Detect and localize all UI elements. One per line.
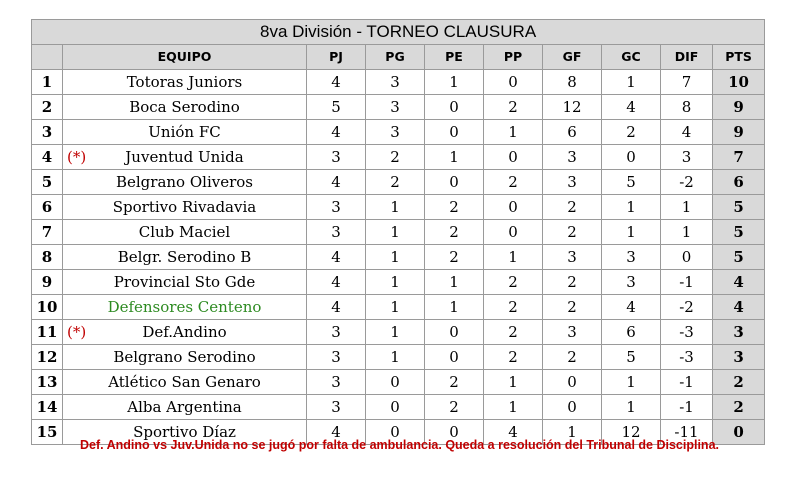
pts-cell: 2 bbox=[713, 395, 765, 420]
table-row bbox=[32, 395, 765, 420]
table-row bbox=[32, 70, 765, 95]
team-cell bbox=[63, 220, 307, 245]
gf-cell: 3 bbox=[543, 145, 602, 170]
pg-cell: 0 bbox=[366, 420, 425, 445]
gc-cell: 2 bbox=[602, 120, 661, 145]
team-name: Belgr. Serodino B bbox=[117, 248, 252, 266]
column-header-team: EQUIPO bbox=[63, 45, 307, 70]
pj-cell: 3 bbox=[307, 370, 366, 395]
pg-cell: 1 bbox=[366, 295, 425, 320]
gc-cell: 3 bbox=[602, 270, 661, 295]
gc-cell: 3 bbox=[602, 245, 661, 270]
team-cell bbox=[63, 395, 307, 420]
team-name: Sportivo Rivadavia bbox=[112, 198, 257, 216]
pts-cell: 3 bbox=[713, 320, 765, 345]
pp-cell: 1 bbox=[484, 245, 543, 270]
gf-cell: 0 bbox=[543, 395, 602, 420]
team-name: Defensores Centeno bbox=[107, 298, 262, 316]
asterisk-note-marker: (*) bbox=[67, 323, 87, 341]
dif-cell: -1 bbox=[661, 270, 713, 295]
position-cell: 2 bbox=[32, 95, 63, 120]
position-cell: 15 bbox=[32, 420, 63, 445]
dif-cell: -3 bbox=[661, 345, 713, 370]
pts-cell: 5 bbox=[713, 245, 765, 270]
standings-table bbox=[31, 19, 765, 445]
table-row bbox=[32, 370, 765, 395]
position-cell: 1 bbox=[32, 70, 63, 95]
pe-cell: 2 bbox=[425, 195, 484, 220]
pg-cell: 1 bbox=[366, 345, 425, 370]
gf-cell: 2 bbox=[543, 220, 602, 245]
team-name: Provincial Sto Gde bbox=[113, 273, 256, 291]
column-header-gc: GC bbox=[602, 45, 661, 70]
team-name: Belgrano Oliveros bbox=[115, 173, 253, 191]
position-cell: 5 bbox=[32, 170, 63, 195]
team-name: Club Maciel bbox=[138, 223, 231, 241]
team-cell bbox=[63, 195, 307, 220]
pp-cell: 2 bbox=[484, 320, 543, 345]
dif-cell: 1 bbox=[661, 220, 713, 245]
column-header-gf: GF bbox=[543, 45, 602, 70]
team-cell bbox=[63, 245, 307, 270]
gc-cell: 5 bbox=[602, 170, 661, 195]
pg-cell: 1 bbox=[366, 195, 425, 220]
position-cell: 14 bbox=[32, 395, 63, 420]
pg-cell: 2 bbox=[366, 145, 425, 170]
column-header-pg: PG bbox=[366, 45, 425, 70]
pp-cell: 2 bbox=[484, 295, 543, 320]
position-cell: 4 bbox=[32, 145, 63, 170]
gf-cell: 8 bbox=[543, 70, 602, 95]
pp-cell: 2 bbox=[484, 270, 543, 295]
pts-cell: 5 bbox=[713, 195, 765, 220]
pj-cell: 4 bbox=[307, 170, 366, 195]
position-cell: 13 bbox=[32, 370, 63, 395]
table-row bbox=[32, 170, 765, 195]
team-name: Totoras Juniors bbox=[126, 73, 243, 91]
gf-cell: 3 bbox=[543, 320, 602, 345]
dif-cell: 7 bbox=[661, 70, 713, 95]
pg-cell: 3 bbox=[366, 95, 425, 120]
pg-cell: 1 bbox=[366, 320, 425, 345]
pp-cell: 0 bbox=[484, 195, 543, 220]
pp-cell: 1 bbox=[484, 120, 543, 145]
pts-cell: 3 bbox=[713, 345, 765, 370]
pts-cell: 4 bbox=[713, 295, 765, 320]
footnote: Def. Andino vs Juv.Unida no se jugó por falta de ambulancia. Queda a resolución del Tribunal de Disciplina. bbox=[79, 438, 719, 452]
pts-cell: 9 bbox=[713, 120, 765, 145]
pp-cell: 2 bbox=[484, 345, 543, 370]
dif-cell: 3 bbox=[661, 145, 713, 170]
pp-cell: 2 bbox=[484, 170, 543, 195]
gf-cell: 0 bbox=[543, 370, 602, 395]
pts-cell: 9 bbox=[713, 95, 765, 120]
gc-cell: 1 bbox=[602, 370, 661, 395]
pts-cell: 7 bbox=[713, 145, 765, 170]
gc-cell: 4 bbox=[602, 95, 661, 120]
gc-cell: 6 bbox=[602, 320, 661, 345]
pg-cell: 0 bbox=[366, 370, 425, 395]
dif-cell: 0 bbox=[661, 245, 713, 270]
table-row bbox=[32, 220, 765, 245]
dif-cell: 4 bbox=[661, 120, 713, 145]
column-header-pe: PE bbox=[425, 45, 484, 70]
pj-cell: 3 bbox=[307, 195, 366, 220]
gc-cell: 12 bbox=[602, 420, 661, 445]
position-cell: 9 bbox=[32, 270, 63, 295]
pj-cell: 4 bbox=[307, 270, 366, 295]
dif-cell: -1 bbox=[661, 395, 713, 420]
pj-cell: 4 bbox=[307, 245, 366, 270]
pp-cell: 1 bbox=[484, 370, 543, 395]
pts-cell: 6 bbox=[713, 170, 765, 195]
gf-cell: 12 bbox=[543, 95, 602, 120]
asterisk-note-marker: (*) bbox=[67, 148, 87, 166]
table-row bbox=[32, 120, 765, 145]
pe-cell: 1 bbox=[425, 295, 484, 320]
team-name: Sportivo Díaz bbox=[133, 423, 236, 441]
column-header-pts: PTS bbox=[713, 45, 765, 70]
gc-cell: 5 bbox=[602, 345, 661, 370]
gc-cell: 0 bbox=[602, 145, 661, 170]
table-row bbox=[32, 95, 765, 120]
pg-cell: 2 bbox=[366, 170, 425, 195]
table-row bbox=[32, 295, 765, 320]
pp-cell: 1 bbox=[484, 395, 543, 420]
table-title: 8va División - TORNEO CLAUSURA bbox=[32, 20, 765, 45]
team-cell bbox=[63, 70, 307, 95]
gc-cell: 1 bbox=[602, 195, 661, 220]
table-row bbox=[32, 320, 765, 345]
pe-cell: 1 bbox=[425, 145, 484, 170]
table-row bbox=[32, 345, 765, 370]
dif-cell: -2 bbox=[661, 170, 713, 195]
pe-cell: 0 bbox=[425, 420, 484, 445]
dif-cell: -1 bbox=[661, 370, 713, 395]
team-name: Unión FC bbox=[148, 123, 221, 141]
pj-cell: 4 bbox=[307, 420, 366, 445]
dif-cell: 1 bbox=[661, 195, 713, 220]
dif-cell: -11 bbox=[661, 420, 713, 445]
position-cell: 10 bbox=[32, 295, 63, 320]
pp-cell: 0 bbox=[484, 70, 543, 95]
pj-cell: 4 bbox=[307, 295, 366, 320]
gc-cell: 1 bbox=[602, 220, 661, 245]
team-name: Alba Argentina bbox=[127, 398, 242, 416]
gc-cell: 1 bbox=[602, 70, 661, 95]
team-name: Belgrano Serodino bbox=[113, 348, 256, 366]
column-header-pos bbox=[32, 45, 63, 70]
column-header-pp: PP bbox=[484, 45, 543, 70]
gc-cell: 4 bbox=[602, 295, 661, 320]
column-header-row bbox=[32, 45, 765, 70]
position-cell: 6 bbox=[32, 195, 63, 220]
pp-cell: 0 bbox=[484, 145, 543, 170]
table-row bbox=[32, 270, 765, 295]
pj-cell: 3 bbox=[307, 145, 366, 170]
pe-cell: 0 bbox=[425, 320, 484, 345]
pe-cell: 2 bbox=[425, 395, 484, 420]
pj-cell: 3 bbox=[307, 345, 366, 370]
table-row bbox=[32, 195, 765, 220]
team-cell bbox=[63, 270, 307, 295]
pj-cell: 3 bbox=[307, 220, 366, 245]
dif-cell: -3 bbox=[661, 320, 713, 345]
gf-cell: 2 bbox=[543, 270, 602, 295]
gf-cell: 3 bbox=[543, 170, 602, 195]
gf-cell: 2 bbox=[543, 195, 602, 220]
team-name: Def.Andino bbox=[142, 323, 227, 341]
team-cell bbox=[63, 370, 307, 395]
pg-cell: 1 bbox=[366, 220, 425, 245]
pe-cell: 2 bbox=[425, 220, 484, 245]
position-cell: 7 bbox=[32, 220, 63, 245]
position-cell: 12 bbox=[32, 345, 63, 370]
team-cell bbox=[63, 295, 307, 320]
standings-table-wrapper bbox=[31, 19, 764, 445]
column-header-dif: DIF bbox=[661, 45, 713, 70]
team-name: Atlético San Genaro bbox=[108, 373, 261, 391]
pp-cell: 0 bbox=[484, 220, 543, 245]
pj-cell: 5 bbox=[307, 95, 366, 120]
pts-cell: 4 bbox=[713, 270, 765, 295]
pj-cell: 4 bbox=[307, 70, 366, 95]
team-cell bbox=[63, 170, 307, 195]
pe-cell: 2 bbox=[425, 370, 484, 395]
pp-cell: 2 bbox=[484, 95, 543, 120]
table-row bbox=[32, 245, 765, 270]
pts-cell: 0 bbox=[713, 420, 765, 445]
pg-cell: 0 bbox=[366, 395, 425, 420]
column-header-pj: PJ bbox=[307, 45, 366, 70]
position-cell: 11 bbox=[32, 320, 63, 345]
team-name: Boca Serodino bbox=[129, 98, 240, 116]
pts-cell: 2 bbox=[713, 370, 765, 395]
team-cell bbox=[63, 95, 307, 120]
pj-cell: 4 bbox=[307, 120, 366, 145]
pe-cell: 0 bbox=[425, 120, 484, 145]
pts-cell: 10 bbox=[713, 70, 765, 95]
pj-cell: 3 bbox=[307, 320, 366, 345]
team-cell bbox=[63, 120, 307, 145]
position-cell: 8 bbox=[32, 245, 63, 270]
team-cell bbox=[63, 145, 307, 170]
pe-cell: 1 bbox=[425, 270, 484, 295]
dif-cell: 8 bbox=[661, 95, 713, 120]
pj-cell: 3 bbox=[307, 395, 366, 420]
gc-cell: 1 bbox=[602, 395, 661, 420]
gf-cell: 6 bbox=[543, 120, 602, 145]
pe-cell: 0 bbox=[425, 170, 484, 195]
pts-cell: 5 bbox=[713, 220, 765, 245]
pp-cell: 4 bbox=[484, 420, 543, 445]
team-cell bbox=[63, 320, 307, 345]
pg-cell: 3 bbox=[366, 70, 425, 95]
team-cell bbox=[63, 345, 307, 370]
pg-cell: 1 bbox=[366, 245, 425, 270]
pg-cell: 1 bbox=[366, 270, 425, 295]
pg-cell: 3 bbox=[366, 120, 425, 145]
gf-cell: 2 bbox=[543, 295, 602, 320]
pe-cell: 0 bbox=[425, 345, 484, 370]
dif-cell: -2 bbox=[661, 295, 713, 320]
pe-cell: 0 bbox=[425, 95, 484, 120]
pe-cell: 1 bbox=[425, 70, 484, 95]
pe-cell: 2 bbox=[425, 245, 484, 270]
gf-cell: 2 bbox=[543, 345, 602, 370]
gf-cell: 1 bbox=[543, 420, 602, 445]
gf-cell: 3 bbox=[543, 245, 602, 270]
position-cell: 3 bbox=[32, 120, 63, 145]
team-name: Juventud Unida bbox=[125, 148, 244, 166]
table-row bbox=[32, 145, 765, 170]
